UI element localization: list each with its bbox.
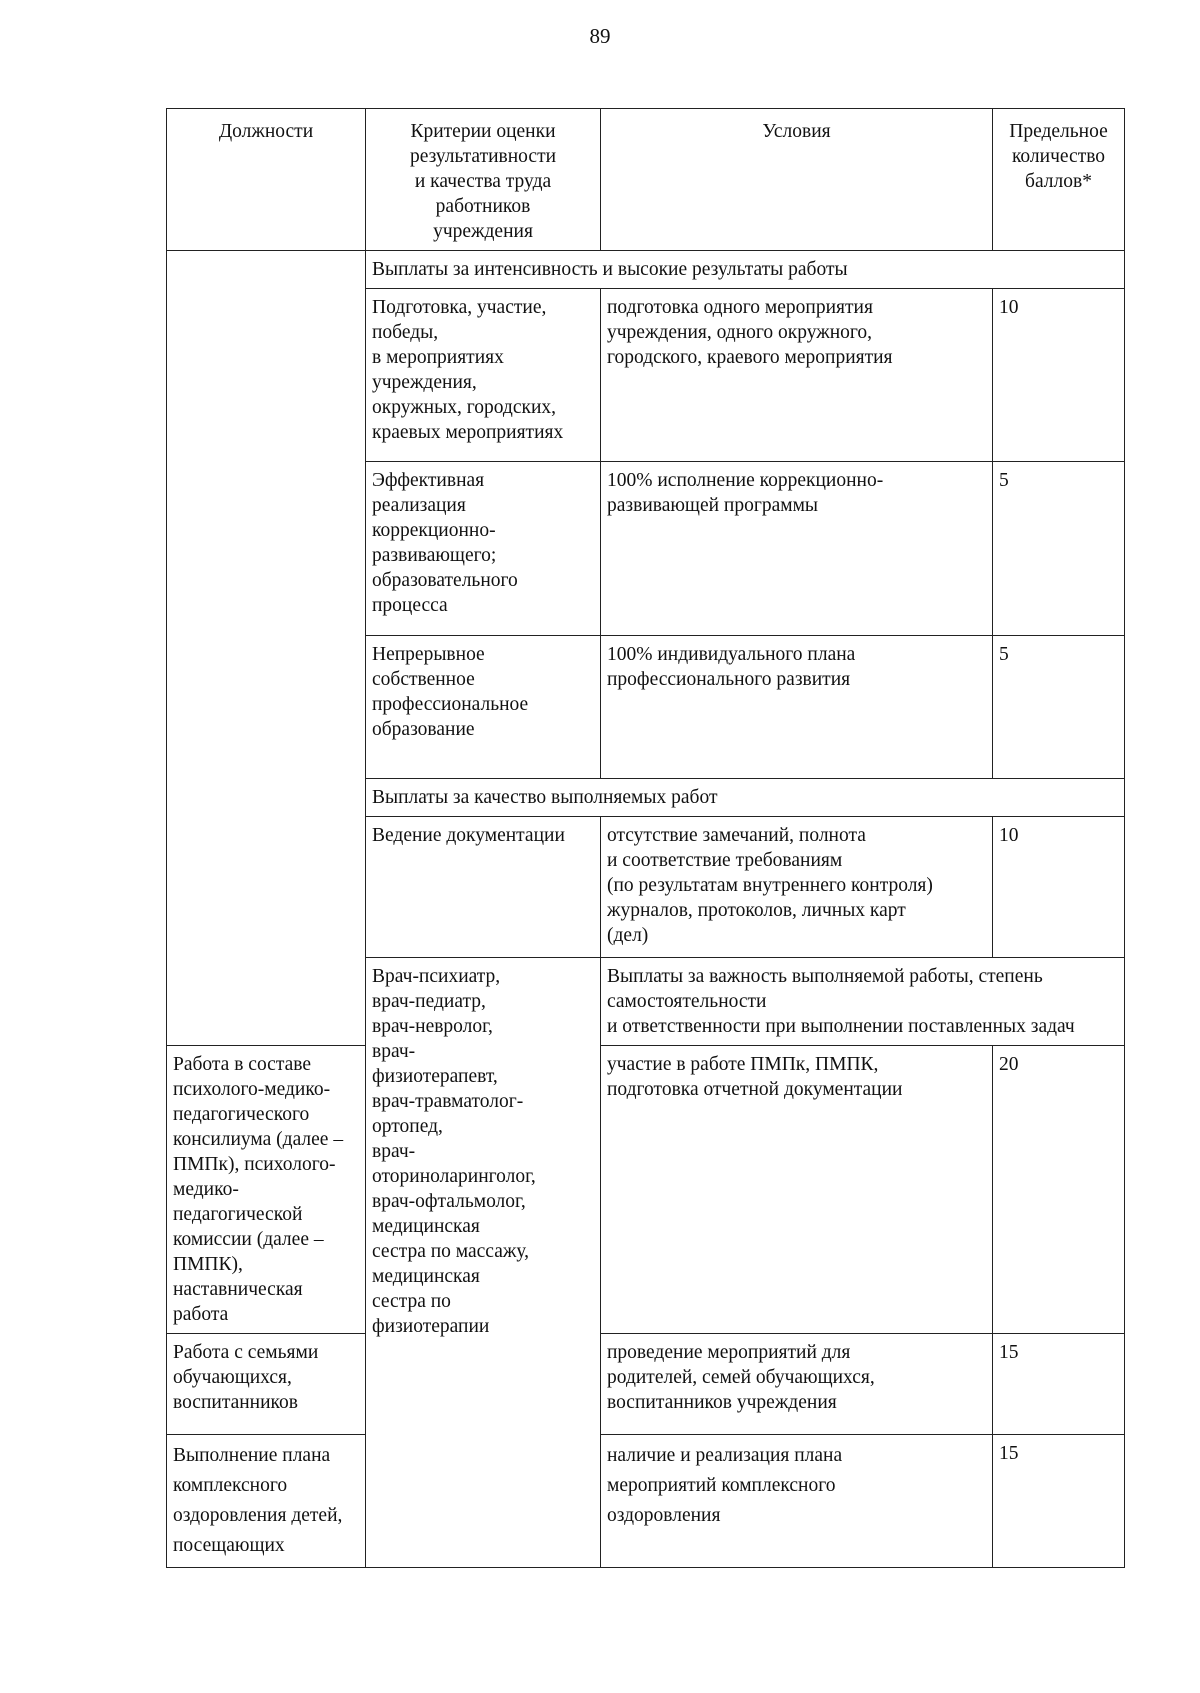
text-line: посещающих (173, 1535, 285, 1556)
text-line: физиотерапевт, (372, 1066, 498, 1087)
text-line: развивающего; (372, 545, 497, 566)
text-line: Непрерывное (372, 644, 485, 665)
text-line: краевых мероприятиях (372, 422, 564, 443)
text-line: журналов, протоколов, личных карт (607, 900, 906, 921)
text-line: сестра по массажу, (372, 1241, 529, 1262)
text-line: комплексного (173, 1475, 288, 1496)
text-line: врач- (372, 1141, 416, 1162)
criteria-cell (366, 636, 601, 779)
text-line: баллов* (1025, 171, 1092, 192)
conditions-cell (601, 462, 993, 636)
text-line: (дел) (607, 925, 649, 946)
text-line: реализация (372, 495, 466, 516)
text-line: Ведение документации (372, 825, 565, 846)
text-line: Работа в составе (173, 1054, 311, 1075)
text-line: образовательного (372, 570, 518, 591)
text-line: оториноларинголог, (372, 1166, 536, 1187)
header-row (167, 109, 1125, 251)
points-cell: 5 (993, 462, 1125, 636)
text-line: и соответствие требованиям (607, 850, 843, 871)
text-line: оздоровления детей, (173, 1505, 343, 1526)
text-line: Эффективная (372, 470, 485, 491)
header-criteria (366, 109, 601, 251)
text-line: профессионального развития (607, 669, 851, 690)
text-line: комиссии (далее – (173, 1229, 324, 1250)
text-line: Выполнение плана (173, 1445, 331, 1466)
text-line: педагогического (173, 1104, 310, 1125)
text-line: ортопед, (372, 1116, 443, 1137)
table-row (167, 1046, 1125, 1334)
text-line: врач-офтальмолог, (372, 1191, 526, 1212)
text-line: врач-педиатр, (372, 991, 486, 1012)
text-line: наставническая работа (173, 1279, 303, 1325)
text-line: участие в работе ПМПк, ПМПК, (607, 1054, 879, 1075)
text-line: консилиума (далее – (173, 1129, 344, 1150)
conditions-cell (601, 1046, 993, 1334)
text-line: наличие и реализация плана (607, 1445, 843, 1466)
text-line: Критерии оценки (410, 121, 556, 142)
header-conditions: Условия (601, 109, 993, 251)
text-line: медико- (173, 1179, 239, 1200)
text-line: работников (435, 196, 531, 217)
text-line: воспитанников учреждения (607, 1392, 837, 1413)
header-positions: Должности (167, 109, 366, 251)
points-cell: 10 (993, 817, 1125, 958)
text-line: отсутствие замечаний, полнота (607, 825, 866, 846)
section-importance-payments (601, 958, 1125, 1046)
text-line: педагогической (173, 1204, 303, 1225)
text-line: ПМПк), психолого- (173, 1154, 336, 1175)
text-line: собственное (372, 669, 475, 690)
criteria-cell (366, 289, 601, 462)
text-line: городского, краевого мероприятия (607, 347, 893, 368)
section-row-intensity (167, 251, 1125, 289)
criteria-cell (366, 462, 601, 636)
header-points (993, 109, 1125, 251)
text-line: (по результатам внутреннего контроля) (607, 875, 933, 896)
text-line: родителей, семей обучающихся, (607, 1367, 875, 1388)
text-line: Подготовка, участие, (372, 297, 547, 318)
text-line: Предельное (1009, 121, 1108, 142)
points-cell: 10 (993, 289, 1125, 462)
text-line: обучающихся, (173, 1367, 292, 1388)
text-line: окружных, городских, (372, 397, 557, 418)
points-cell: 20 (993, 1046, 1125, 1334)
text-line: результативности (409, 146, 557, 167)
conditions-cell (601, 817, 993, 958)
text-line: количество (1011, 146, 1106, 167)
text-line: учреждения, (372, 372, 477, 393)
positions-cell (366, 958, 601, 1568)
conditions-cell (601, 289, 993, 462)
criteria-cell (167, 1046, 366, 1334)
text-line: врач- (372, 1041, 416, 1062)
position-cell-empty (167, 251, 366, 1046)
criteria-cell (167, 1435, 366, 1568)
criteria-table (166, 108, 1125, 1568)
table-row (167, 1435, 1125, 1568)
text-line: проведение мероприятий для (607, 1342, 851, 1363)
text-line: Врач-психиатр, (372, 966, 501, 987)
table-row (167, 1334, 1125, 1435)
conditions-cell (601, 1334, 993, 1435)
points-cell: 15 (993, 1334, 1125, 1435)
text-line: врач-травматолог- (372, 1091, 524, 1112)
text-line: сестра по (372, 1291, 451, 1312)
text-line: подготовка одного мероприятия (607, 297, 873, 318)
points-cell: 5 (993, 636, 1125, 779)
text-line: врач-невролог, (372, 1016, 493, 1037)
section-quality-payments: Выплаты за качество выполняемых работ (366, 779, 1125, 817)
text-line: учреждения (433, 221, 533, 242)
page-number: 89 (589, 24, 611, 48)
text-line: физиотерапии (372, 1316, 490, 1337)
text-line: мероприятий комплексного (607, 1475, 836, 1496)
text-line: медицинская (372, 1216, 480, 1237)
text-line: в мероприятиях (372, 347, 504, 368)
text-line: развивающей программы (607, 495, 819, 516)
text-line: профессиональное (372, 694, 529, 715)
text-line: Выплаты за важность выполняемой работы, степень самостоятельности (607, 966, 1043, 1012)
text-line: процесса (372, 595, 448, 616)
conditions-cell (601, 1435, 993, 1568)
text-line: образование (372, 719, 475, 740)
text-line: воспитанников (173, 1392, 298, 1413)
text-line: оздоровления (607, 1505, 721, 1526)
points-cell: 15 (993, 1435, 1125, 1568)
text-line: и ответственности при выполнении поставленных задач (607, 1016, 1075, 1037)
text-line: учреждения, одного окружного, (607, 322, 873, 343)
text-line: 100% индивидуального плана (607, 644, 856, 665)
text-line: 100% исполнение коррекционно- (607, 470, 884, 491)
text-line: ПМПК), (173, 1254, 243, 1275)
criteria-cell (167, 1334, 366, 1435)
text-line: медицинская (372, 1266, 480, 1287)
section-intensity-payments: Выплаты за интенсивность и высокие результаты работы (366, 251, 1125, 289)
text-line: подготовка отчетной документации (607, 1079, 903, 1100)
text-line: психолого-медико- (173, 1079, 331, 1100)
criteria-cell (366, 817, 601, 958)
conditions-cell (601, 636, 993, 779)
text-line: победы, (372, 322, 439, 343)
text-line: коррекционно- (372, 520, 496, 541)
text-line: и качества труда (414, 171, 552, 192)
text-line: Работа с семьями (173, 1342, 319, 1363)
